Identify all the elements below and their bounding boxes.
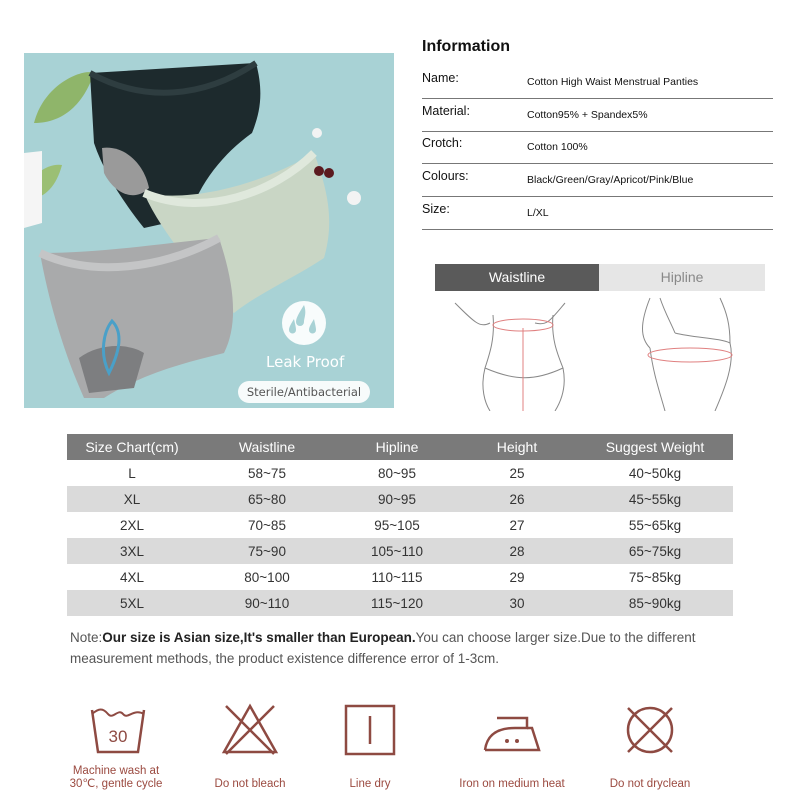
tab-hipline[interactable]: Hipline: [599, 264, 765, 291]
info-row-size: [422, 197, 773, 230]
care-iron: [452, 700, 572, 760]
table-cell: 2XL: [119, 517, 145, 533]
care-bleach: [190, 700, 310, 760]
table-cell: 65~75kg: [577, 538, 733, 564]
machine-wash-icon: [88, 700, 148, 760]
tab-waistline[interactable]: Waistline: [435, 264, 599, 291]
note-bold: Our size is Asian size,It's smaller than European.: [102, 630, 416, 645]
table-cell: 95~105: [374, 517, 420, 533]
info-title: Information: [422, 38, 510, 55]
info-key: Crotch:: [422, 136, 463, 150]
table-cell: L: [128, 465, 136, 481]
table-header: Size Chart(cm): [67, 434, 197, 460]
table-cell: 58~75: [248, 465, 286, 481]
sterile-badge: Sterile/Antibacterial: [238, 381, 370, 403]
table-cell: 105~110: [337, 538, 457, 564]
no-bleach-icon: [220, 700, 280, 760]
table-row: [67, 460, 733, 486]
body-measure-sketch: [435, 293, 765, 411]
table-cell: 80~100: [244, 569, 290, 585]
table-header: Hipline: [337, 434, 457, 460]
measure-diagrams: [435, 293, 765, 411]
table-cell: XL: [67, 486, 197, 512]
line-dry-label: Line dry: [349, 778, 391, 790]
table-cell: 30: [457, 590, 577, 616]
table-header: Height: [457, 434, 577, 460]
table-row: [67, 564, 733, 590]
line-dry-icon: [340, 700, 400, 760]
table-row: [67, 512, 733, 538]
info-row-name: [422, 66, 773, 99]
table-cell: 110~115: [371, 569, 423, 585]
info-value: Cotton High Waist Menstrual Panties: [527, 76, 699, 88]
wash-temp: 30: [108, 727, 128, 746]
table-cell: 25: [509, 465, 525, 481]
info-row-colours: [422, 164, 773, 197]
table-cell: 75~85kg: [628, 569, 682, 585]
table-row: [67, 538, 733, 564]
info-value: Cotton 100%: [527, 141, 588, 153]
size-chart-table: [67, 434, 733, 616]
table-row: [67, 590, 733, 616]
no-dryclean-icon: [620, 700, 680, 760]
info-key: Size:: [422, 202, 450, 216]
iron-label: Iron on medium heat: [459, 778, 565, 790]
info-value: Black/Green/Gray/Apricot/Pink/Blue: [527, 174, 694, 186]
info-row-material: [422, 99, 773, 132]
size-note: [70, 627, 740, 669]
iron-icon: [477, 700, 547, 760]
table-row: [67, 486, 733, 512]
table-cell: 65~80: [197, 486, 337, 512]
wash-label: [58, 765, 174, 791]
table-cell: 29: [509, 569, 525, 585]
table-cell: 4XL: [119, 569, 145, 585]
table-cell: 26: [457, 486, 577, 512]
table-cell: 70~85: [248, 517, 286, 533]
table-cell: 55~65kg: [628, 517, 682, 533]
bleach-label: Do not bleach: [214, 778, 286, 790]
table-cell: 40~50kg: [628, 465, 682, 481]
info-key: Material:: [422, 104, 470, 118]
table-header-row: [67, 434, 733, 460]
care-wash: [58, 700, 178, 760]
table-cell: 90~110: [197, 590, 337, 616]
info-value: L/XL: [527, 207, 549, 219]
table-cell: 90~95: [337, 486, 457, 512]
table-header: Waistline: [197, 434, 337, 460]
dryclean-label: Do not dryclean: [609, 778, 691, 790]
wash-label-line1: Machine wash at: [72, 765, 160, 777]
table-cell: 85~90kg: [577, 590, 733, 616]
note-rest: You can choose larger size.Due to the different measurement methods, the product existence difference error of 1-3cm.: [70, 630, 696, 666]
info-row-crotch: [422, 131, 773, 164]
leak-proof-label: Leak Proof: [266, 353, 345, 371]
info-key: Colours:: [422, 169, 469, 183]
measure-tabs: [435, 264, 765, 291]
note-prefix: Note:: [70, 630, 103, 645]
table-cell: 27: [509, 517, 525, 533]
care-line-dry: [310, 700, 430, 760]
info-key: Name:: [422, 71, 459, 85]
product-photo: [24, 53, 394, 408]
table-cell: 45~55kg: [577, 486, 733, 512]
table-header: Suggest Weight: [577, 434, 733, 460]
table-cell: 5XL: [67, 590, 197, 616]
table-cell: 3XL: [67, 538, 197, 564]
table-cell: 115~120: [337, 590, 457, 616]
wash-label-line2: 30℃, gentle cycle: [69, 778, 163, 790]
info-value: Cotton95% + Spandex5%: [527, 109, 648, 121]
table-cell: 28: [457, 538, 577, 564]
table-cell: 75~90: [197, 538, 337, 564]
care-dryclean: [590, 700, 710, 760]
table-cell: 80~95: [378, 465, 416, 481]
